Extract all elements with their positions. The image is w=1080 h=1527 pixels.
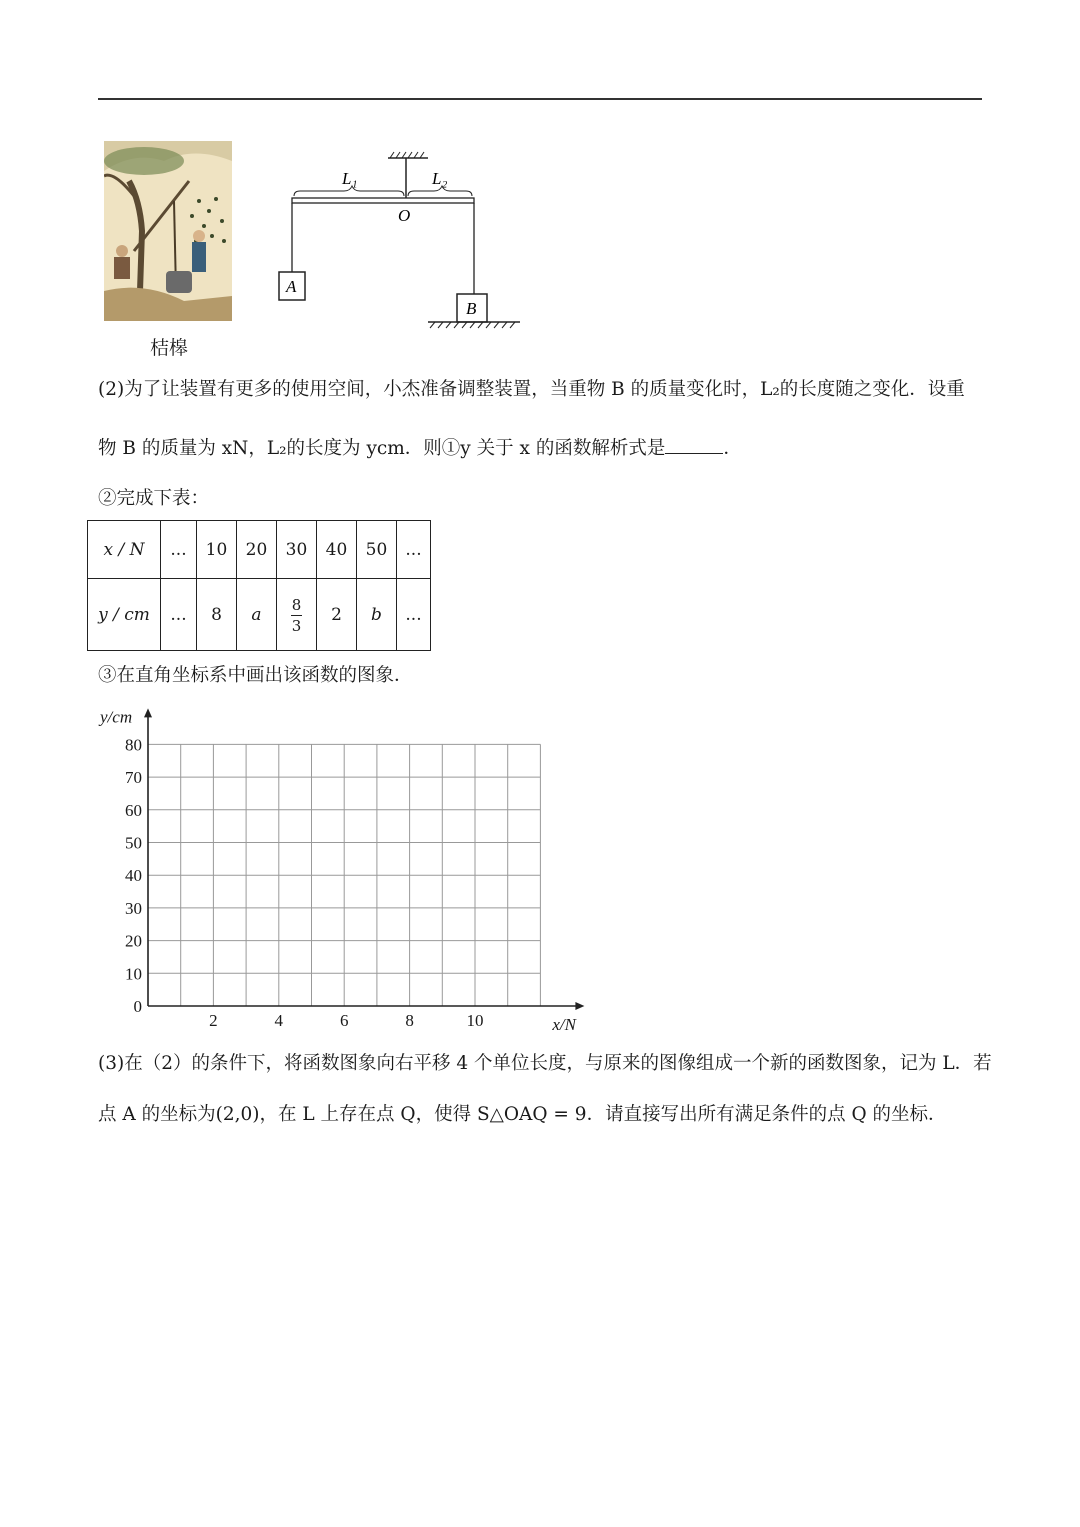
y-tick-label: 10: [125, 964, 142, 984]
x-tick-label: 10: [466, 1011, 484, 1030]
table-cell: [357, 579, 397, 651]
table-cell: 8: [197, 579, 237, 651]
x-tick-label: 2: [209, 1011, 218, 1030]
x-tick-label: 8: [405, 1011, 414, 1030]
q2-line2-text: 物 B 的质量为 xN，L₂的长度为 ycm．则①y 关于 x 的函数解析式是: [98, 438, 666, 459]
q2-sub2: ②完成下表：: [98, 488, 210, 509]
coordinate-grid: [95, 700, 595, 1040]
unknown-b: b: [371, 604, 382, 625]
y-tick-label: 20: [125, 931, 142, 951]
q2-line2: [98, 437, 742, 460]
table-cell: 40: [317, 521, 357, 579]
q3-line2: 点 A 的坐标为(2,0)，在 L 上存在点 Q，使得 S△OAQ = 9．请直接写出所有满足条件的点 Q 的坐标．: [98, 1104, 947, 1125]
y-tick-label: 70: [125, 768, 142, 788]
illustration-caption: 桔槔: [150, 337, 189, 359]
fraction-8-3: $\frac{8}{3}$: [291, 595, 302, 635]
q2-line1: (2)为了让装置有更多的使用空间，小杰准备调整装置，当重物 B 的质量变化时，L₂的长度随之变化．设重: [98, 379, 965, 400]
value-table: [87, 520, 431, 651]
table-cell: ...: [161, 521, 197, 579]
lever-diagram: [270, 148, 530, 338]
label-l1: L₁: [342, 169, 358, 188]
table-cell: 2: [317, 579, 357, 651]
y-axis-arrow: [144, 708, 152, 717]
x-tick-label: 6: [339, 1011, 349, 1030]
table-cell: [237, 579, 277, 651]
row-label-y: y / cm: [88, 579, 161, 651]
y-tick-label: 50: [125, 833, 142, 853]
x-axis-arrow: [575, 1002, 584, 1010]
table-cell: 10: [197, 521, 237, 579]
label-block-b: B: [466, 299, 477, 318]
table-cell: ...: [397, 579, 431, 651]
y-tick-label: 0: [133, 997, 142, 1016]
table-cell: 20: [237, 521, 277, 579]
y-axis-label: y/cm: [100, 707, 133, 727]
table-row-y: [88, 579, 431, 651]
table-cell: ...: [397, 521, 431, 579]
q2-sub3: ③在直角坐标系中画出该函数的图象．: [98, 665, 413, 686]
x-axis-label: x/N: [552, 1015, 577, 1034]
table-cell: [277, 579, 317, 651]
table-cell: ...: [161, 579, 197, 651]
header-rule: [98, 98, 982, 100]
label-pivot: O: [398, 206, 411, 225]
y-tick-label: 80: [125, 735, 142, 755]
label-block-a: A: [286, 277, 297, 296]
label-l2: L₂: [432, 169, 448, 188]
q2-line2-end: ．: [723, 438, 742, 459]
q3-line1: (3)在（2）的条件下，将函数图象向右平移 4 个单位长度，与原来的图像组成一个新的函数图象，记为 L．若: [98, 1053, 992, 1074]
y-tick-label: 30: [125, 898, 142, 918]
y-tick-label: 40: [125, 866, 142, 886]
table-cell: 30: [277, 521, 317, 579]
value-table-wrap: [87, 520, 431, 651]
x-tick-label: 4: [274, 1011, 284, 1030]
table-row-x: [88, 521, 431, 579]
answer-blank[interactable]: [665, 437, 723, 454]
table-cell: 50: [357, 521, 397, 579]
unknown-a: a: [251, 604, 262, 625]
jiegao-illustration: [104, 141, 232, 321]
row-label-x: x / N: [88, 521, 161, 579]
y-tick-label: 60: [125, 800, 142, 820]
